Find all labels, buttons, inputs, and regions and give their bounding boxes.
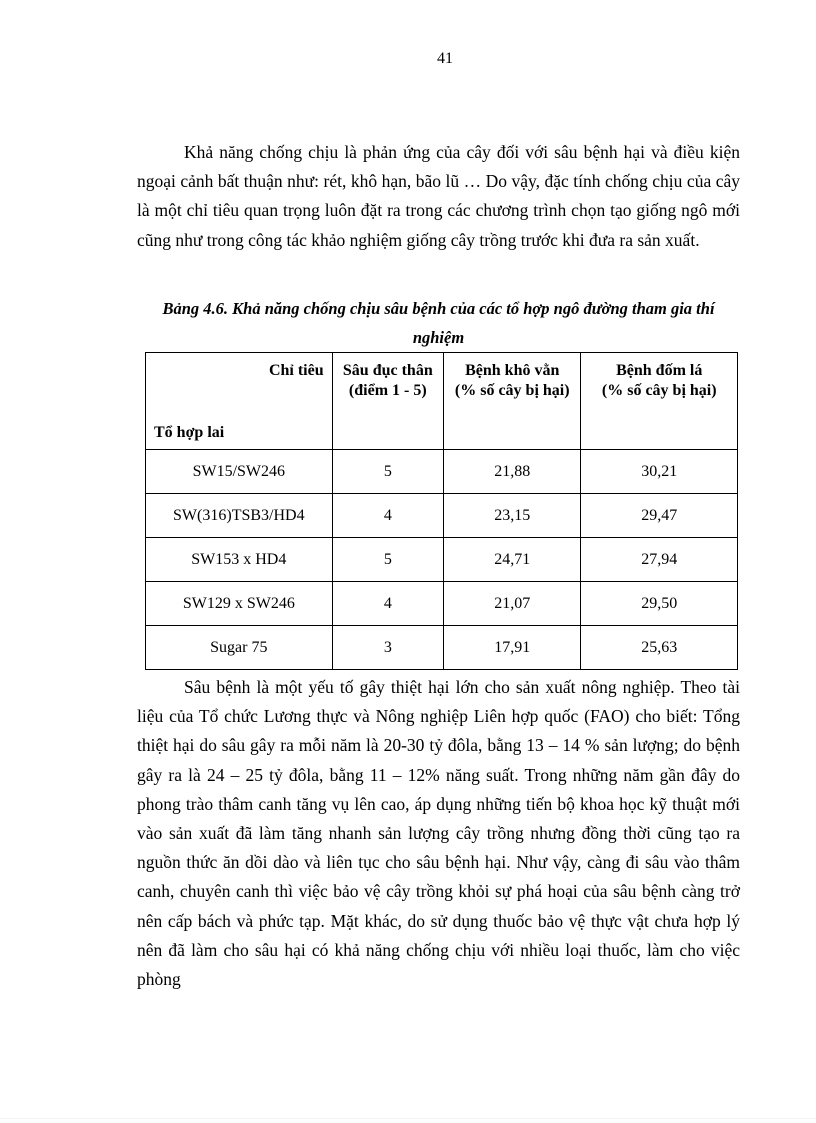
header-sheath-blight [444,353,581,450]
sheath-blight-value: 21,07 [444,582,581,626]
header-leaf-spot-title: Bệnh đốm lá [616,362,703,379]
stem-borer-score: 3 [332,626,443,670]
stem-borer-score: 4 [332,494,443,538]
header-criteria-label: Chỉ tiêu [268,362,324,379]
stem-borer-score: 5 [332,538,443,582]
leaf-spot-value: 27,94 [581,538,738,582]
table-row [146,538,738,582]
stem-borer-score: 4 [332,582,443,626]
header-leaf-spot [581,353,738,450]
pest-resistance-table [145,352,738,670]
table-row [146,450,738,494]
header-stem-borer [332,353,443,450]
intro-paragraph: Khả năng chống chịu là phản ứng của cây đối với sâu bệnh hại và điều kiện ngoại cảnh bất thuận như: rét, khô hạn, bão lũ … Do vậy, đặc tính chống chịu của cây là một chỉ tiêu quan trọng luôn đặt ra trong các chương trình chọn tạo giống ngô mới cũng như trong công tác khảo nghiệm giống cây trồng trước khi đưa ra sản xuất. [137,142,740,250]
header-leaf-spot-unit: (% số cây bị hại) [601,382,717,399]
leaf-spot-value: 29,50 [581,582,738,626]
hybrid-name: SW153 x HD4 [146,538,333,582]
sheath-blight-value: 17,91 [444,626,581,670]
sheath-blight-value: 21,88 [444,450,581,494]
body-paragraph: Sâu bệnh là một yếu tố gây thiệt hại lớn cho sản xuất nông nghiệp. Theo tài liệu của Tổ chức Lương thực và Nông nghiệp Liên hợp quốc (FAO) cho biết: Tổng thiệt hại do sâu gây ra mỗi năm là 20-30 tỷ đôla, bằng 13 – 14 % sản lượng; do bệnh gây ra là 24 – 25 tỷ đôla, bằng 11 – 12% năng suất. Trong những năm gần đây do phong trào thâm canh tăng vụ lên cao, áp dụng những tiến bộ khoa học kỹ thuật mới vào sản xuất đã làm tăng nhanh sản lượng cây trồng nhưng đồng thời cũng tạo ra nguồn thức ăn dồi dào và liên tục cho sâu bệnh hại. Như vậy, càng đi sâu vào thâm canh, chuyên canh thì việc bảo vệ cây trồng khỏi sự phá hoại của sâu bệnh càng trở nên cấp bách và phức tạp. Mặt khác, do sử dụng thuốc bảo vệ thực vật chưa hợp lý nên đã làm cho sâu hại có khả năng chống chịu với nhiều loại thuốc, làm cho việc phòng [137,677,740,990]
leaf-spot-value: 30,21 [581,450,738,494]
page-bottom-edge [0,1118,816,1119]
hybrid-name: SW129 x SW246 [146,582,333,626]
header-diagonal-cell [146,353,333,450]
sheath-blight-value: 24,71 [444,538,581,582]
hybrid-name: SW15/SW246 [146,450,333,494]
leaf-spot-value: 29,47 [581,494,738,538]
table-row [146,626,738,670]
hybrid-name: SW(316)TSB3/HD4 [146,494,333,538]
header-sheath-blight-unit: (% số cây bị hại) [454,382,570,399]
table-header-row [146,353,738,450]
header-sheath-blight-title: Bệnh khô vằn [465,362,560,379]
hybrid-name: Sugar 75 [146,626,333,670]
page-number: 41 [437,50,453,67]
sheath-blight-value: 23,15 [444,494,581,538]
header-stem-borer-title: Sâu đục thân [342,362,433,379]
header-hybrid-label: Tổ hợp lai [154,424,225,441]
table-row [146,582,738,626]
table-caption: Bảng 4.6. Khả năng chống chịu sâu bệnh của các tổ hợp ngô đường tham gia thí nghiệm [162,299,715,347]
table-row [146,494,738,538]
stem-borer-score: 5 [332,450,443,494]
leaf-spot-value: 25,63 [581,626,738,670]
header-stem-borer-unit: (điểm 1 - 5) [348,382,427,399]
